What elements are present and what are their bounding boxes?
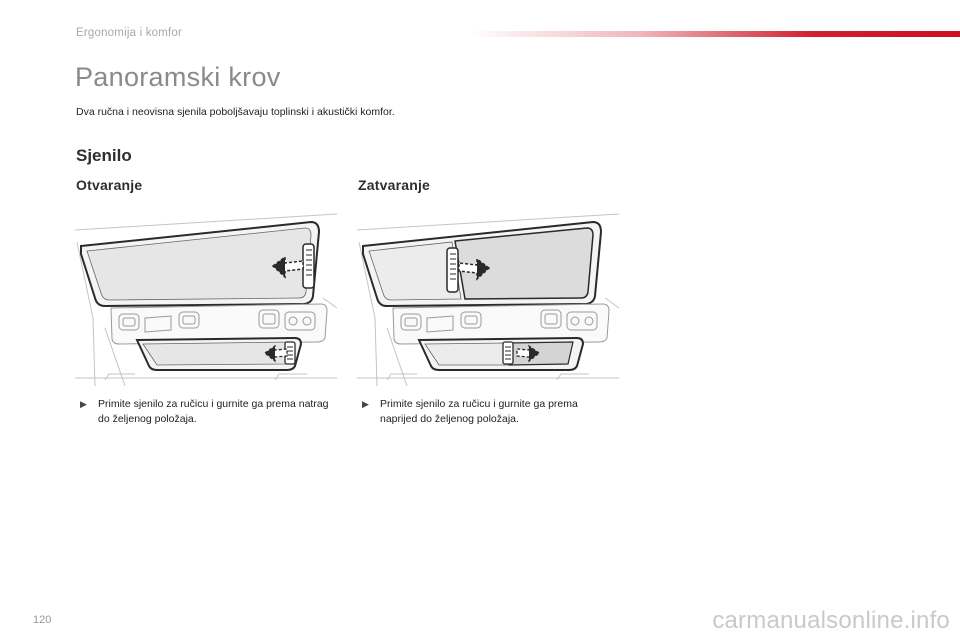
- bullet-icon: ▶: [362, 399, 369, 409]
- sunblind-opening-illustration: [75, 208, 337, 386]
- header-accent-bar: [470, 31, 960, 37]
- section-header: Ergonomija i komfor: [76, 27, 183, 39]
- instruction-opening: [80, 397, 335, 427]
- instruction-opening-text: Primite sjenilo za ručicu i gurnite ga prema natrag do željenog položaja.: [98, 398, 329, 425]
- page-number: 120: [33, 614, 52, 626]
- bullet-icon: ▶: [80, 399, 87, 409]
- instruction-closing-text: Primite sjenilo za ručicu i gurnite ga prema naprijed do željenog položaja.: [380, 398, 578, 425]
- sunblind-closing-illustration: [357, 208, 619, 386]
- instruction-closing: [362, 397, 617, 427]
- page-title: Panoramski krov: [75, 62, 281, 92]
- intro-text: Dva ručna i neovisna sjenila poboljšavaju toplinski i akustički komfor.: [76, 106, 395, 118]
- watermark: carmanualsonline.info: [712, 607, 950, 634]
- heading-zatvaranje: Zatvaranje: [358, 177, 431, 193]
- heading-otvaranje: Otvaranje: [76, 177, 143, 193]
- sunblind-panel: [455, 228, 593, 299]
- subheading-sjenilo: Sjenilo: [76, 146, 132, 165]
